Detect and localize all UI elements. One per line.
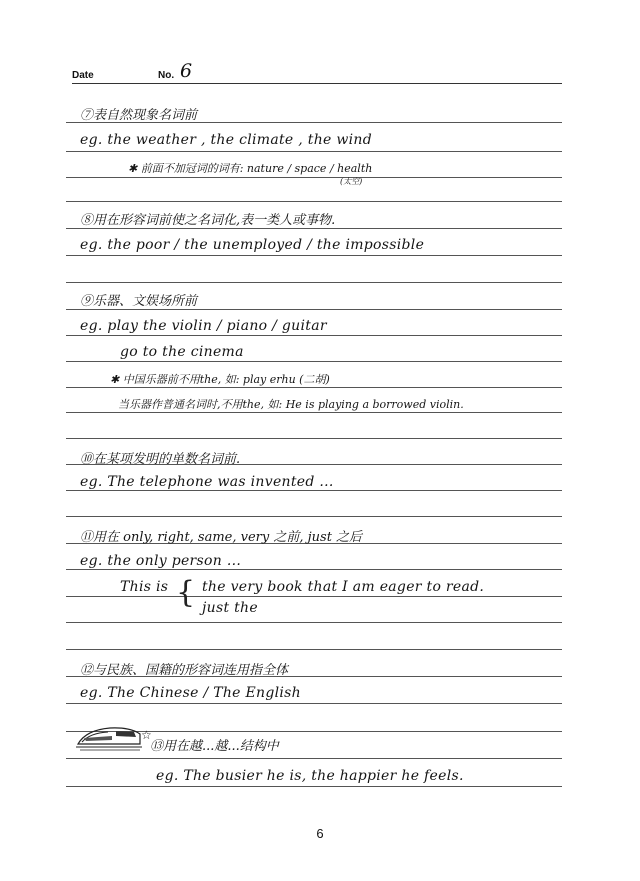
rule-8-example: eg. the poor / the unemployed / the impossible	[80, 237, 425, 253]
train-doodle-icon	[76, 724, 144, 752]
ruled-line	[66, 282, 562, 283]
rule-11-sentence-option-1: the very book that I am eager to read.	[202, 579, 485, 595]
rule-11-example: eg. the only person ...	[80, 553, 242, 569]
rule-7-example: eg. the weather , the climate , the wind	[80, 132, 372, 148]
ruled-line	[66, 569, 562, 570]
ruled-line	[66, 438, 562, 439]
ruled-line	[66, 361, 562, 362]
ruled-line	[66, 622, 562, 623]
rule-9-note-1: ✱ 中国乐器前不用the, 如: play erhu (二胡)	[110, 373, 330, 386]
rule-9-heading: ⑨乐器、文娱场所前	[80, 294, 198, 309]
ruled-line	[66, 516, 562, 517]
date-label: Date	[72, 70, 94, 81]
brace-symbol: {	[176, 575, 196, 610]
rule-11-sentence-option-2: just the	[202, 600, 258, 616]
ruled-line	[66, 387, 562, 388]
rule-7-note-gloss: (太空)	[340, 177, 363, 186]
page-number-handwritten: 6	[180, 60, 193, 82]
ruled-line	[66, 255, 562, 256]
ruled-line	[66, 228, 562, 229]
rule-10-heading: ⑩在某项发明的单数名词前.	[80, 452, 241, 467]
rule-8-heading: ⑧用在形容词前使之名词化,表一类人或事物.	[80, 213, 336, 228]
rule-13-heading: ⑬用在越...越...结构中	[150, 739, 279, 754]
rule-10-example: eg. The telephone was invented ...	[80, 474, 334, 490]
rule-9-note-2: 当乐器作普通名词时,不用the, 如: He is playing a borrowed violin.	[118, 398, 464, 411]
ruled-line	[66, 177, 562, 178]
ruled-line	[66, 201, 562, 202]
rule-9-example-2: go to the cinema	[120, 344, 244, 360]
ruled-line	[66, 151, 562, 152]
rule-12-example: eg. The Chinese / The English	[80, 685, 301, 701]
ruled-line	[66, 309, 562, 310]
number-label: No.	[158, 70, 175, 81]
rule-7-heading: ⑦表自然现象名词前	[80, 108, 198, 123]
rule-11-heading: ⑪用在 only, right, same, very 之前, just 之后	[80, 530, 363, 545]
rule-12-heading: ⑫与民族、国籍的形容词连用指全体	[80, 663, 289, 678]
ruled-line	[66, 786, 562, 787]
ruled-line	[66, 412, 562, 413]
header-rule	[72, 83, 562, 84]
ruled-line	[66, 335, 562, 336]
rule-7-note: ✱ 前面不加冠词的词有: nature / space / health	[128, 162, 373, 175]
ruled-line	[66, 703, 562, 704]
ruled-line	[66, 758, 562, 759]
ruled-line	[66, 596, 562, 597]
star-icon: ☆	[141, 728, 152, 742]
rule-9-example-1: eg. play the violin / piano / guitar	[80, 318, 327, 334]
page-header	[72, 60, 562, 84]
page-number: 6	[316, 826, 324, 841]
ruled-line	[66, 649, 562, 650]
rule-11-sentence-start: This is	[120, 579, 169, 595]
ruled-line	[66, 490, 562, 491]
rule-13-example: eg. The busier he is, the happier he feels.	[156, 768, 464, 784]
